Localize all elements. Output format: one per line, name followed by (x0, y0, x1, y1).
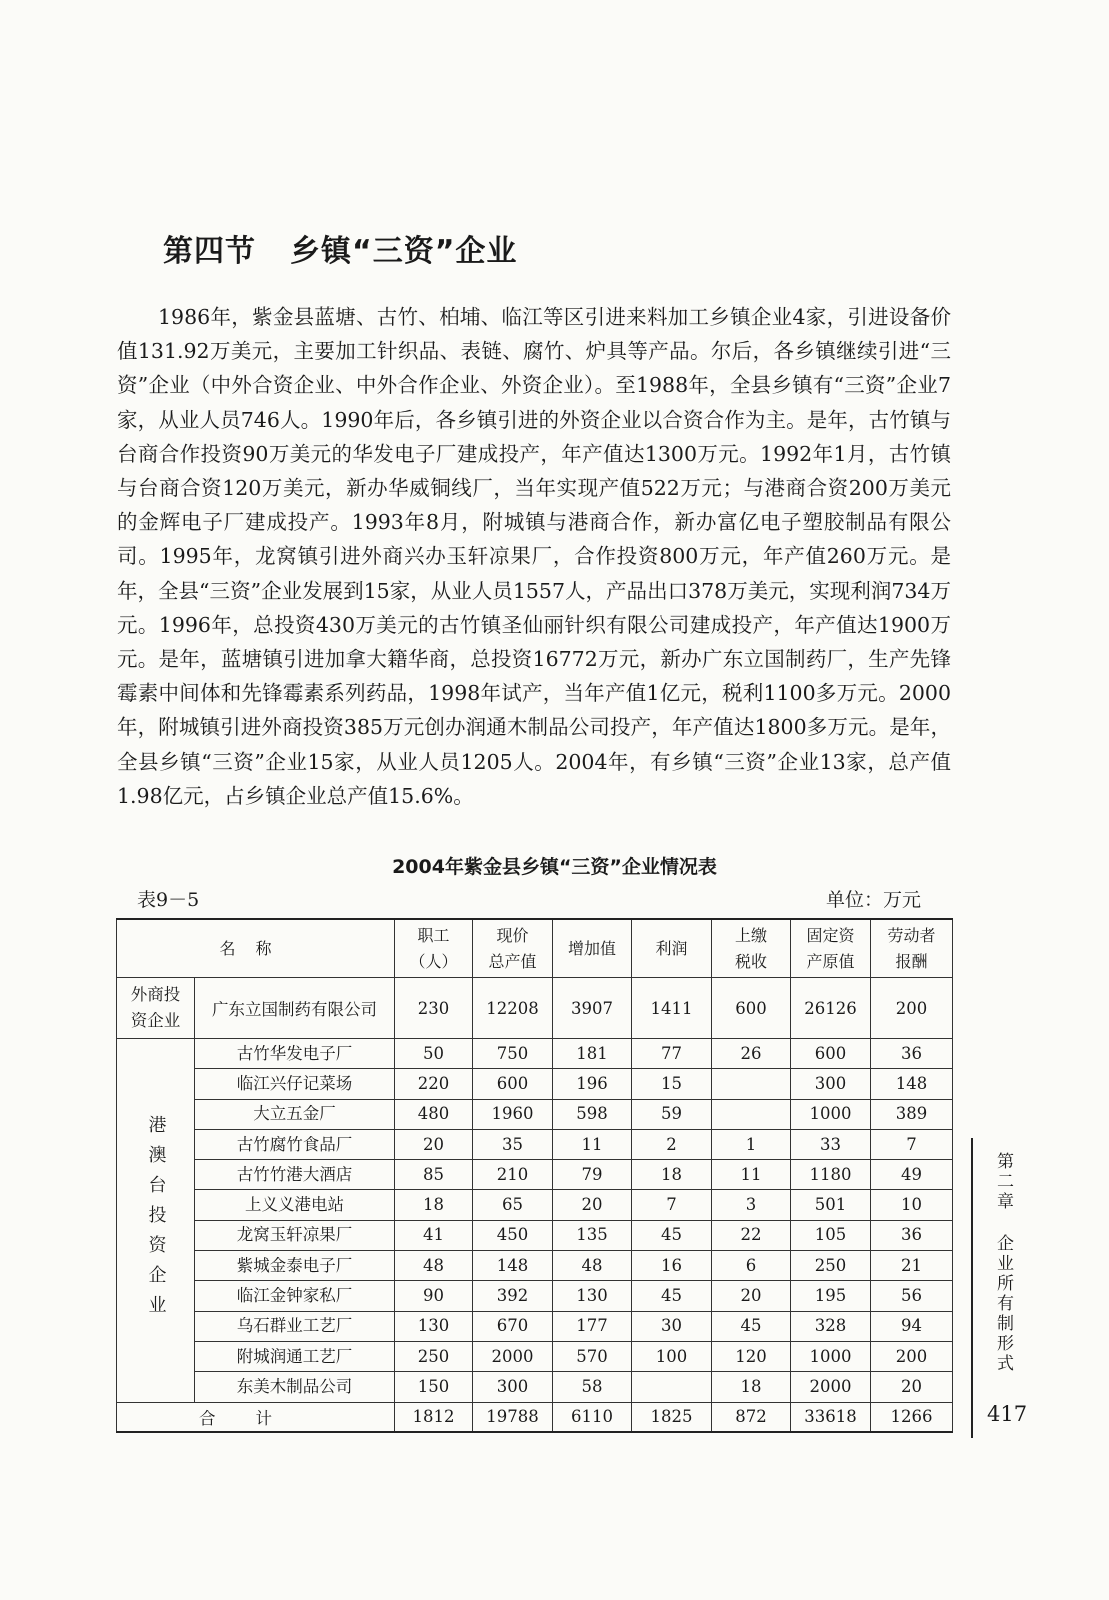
table-cell: 49 (871, 1160, 953, 1190)
table-cell: 20 (871, 1372, 953, 1402)
table-cell: 11 (712, 1160, 791, 1190)
table-row (117, 1129, 953, 1159)
table-cell: 30 (632, 1311, 712, 1341)
table-cell: 872 (712, 1402, 791, 1432)
table-cell: 50 (395, 1039, 473, 1069)
table-cell: 古竹腐竹食品厂 (195, 1129, 395, 1159)
table-header-row (117, 919, 953, 978)
table-row (117, 1281, 953, 1311)
table-cell: 130 (553, 1281, 632, 1311)
table-cell: 45 (632, 1281, 712, 1311)
table-cell: 59 (632, 1099, 712, 1129)
table-cell: 15 (632, 1069, 712, 1099)
table-cell: 1 (712, 1129, 791, 1159)
table-cell: 94 (871, 1311, 953, 1341)
table-row (117, 1099, 953, 1129)
table-cell: 12208 (473, 978, 553, 1039)
table-row (117, 978, 953, 1039)
table-cell: 90 (395, 1281, 473, 1311)
table-cell: 196 (553, 1069, 632, 1099)
table-cell: 1180 (791, 1160, 871, 1190)
table-cell: 230 (395, 978, 473, 1039)
table-cell: 77 (632, 1039, 712, 1069)
table-cell: 20 (712, 1281, 791, 1311)
chapter-number: 第二章 (993, 1152, 1013, 1212)
table-cell: 1266 (871, 1402, 953, 1432)
table-row (117, 1160, 953, 1190)
table-cell: 上义义港电站 (195, 1190, 395, 1220)
table-cell: 100 (632, 1341, 712, 1371)
enterprise-table (116, 918, 953, 1433)
table-cell: 58 (553, 1372, 632, 1402)
table-cell: 35 (473, 1129, 553, 1159)
table-cell: 600 (473, 1069, 553, 1099)
header-name: 名称 (117, 919, 395, 978)
section-title: 乡镇“三资”企业 (290, 234, 518, 269)
table-label: 表9－5 (137, 889, 200, 911)
table-cell: 古竹华发电子厂 (195, 1039, 395, 1069)
table-cell: 85 (395, 1160, 473, 1190)
table-cell: 250 (395, 1341, 473, 1371)
header-workers: 职工 （人） (395, 919, 473, 978)
header-value-added: 增加值 (553, 919, 632, 978)
table-cell: 1000 (791, 1341, 871, 1371)
table-cell: 48 (553, 1251, 632, 1281)
chapter-marker (990, 1152, 1016, 1374)
table-cell: 19788 (473, 1402, 553, 1432)
table-cell: 200 (871, 1341, 953, 1371)
table-cell: 45 (712, 1311, 791, 1341)
table-cell: 389 (871, 1099, 953, 1129)
table-cell: 105 (791, 1220, 871, 1250)
table-cell (632, 1372, 712, 1402)
table-cell: 广东立国制药有限公司 (195, 978, 395, 1039)
table-cell: 36 (871, 1039, 953, 1069)
table-row (117, 1341, 953, 1371)
table-cell: 210 (473, 1160, 553, 1190)
table-cell: 195 (791, 1281, 871, 1311)
table-cell: 300 (791, 1069, 871, 1099)
table-cell: 79 (553, 1160, 632, 1190)
table-cell: 临江兴仔记菜场 (195, 1069, 395, 1099)
header-labor-pay: 劳动者 报酬 (871, 919, 953, 978)
total-label: 合计 (117, 1402, 395, 1432)
table-cell: 392 (473, 1281, 553, 1311)
table-cell: 600 (791, 1039, 871, 1069)
table-row (117, 1039, 953, 1069)
table-cell: 东美木制品公司 (195, 1372, 395, 1402)
table-cell: 200 (871, 978, 953, 1039)
table-total-row (117, 1402, 953, 1432)
table-cell: 10 (871, 1190, 953, 1220)
group-foreign: 外商投 资企业 (117, 978, 195, 1039)
table-cell: 148 (871, 1069, 953, 1099)
table-cell: 1960 (473, 1099, 553, 1129)
body-paragraph: 1986年，紫金县蓝塘、古竹、柏埔、临江等区引进来料加工乡镇企业4家，引进设备价值131.92万美元，主要加工针织品、表链、腐竹、炉具等产品。尔后，各乡镇继续引进“三资”企业（中外合资企业、中外合作企业、外资企业）。至1988年，全县乡镇有“三资”企业7家，从业人员746人。1990年后，各乡镇引进的外资企业以合资合作为主。是年，古竹镇与台商合作投资90万美元的华发电子厂建成投产，年产值达1300万元。1992年1月，古竹镇与台商合资120万美元，新办华威铜线厂，当年实现产值522万元；与港商合资200万美元的金辉电子厂建成投产。1993年8月，附城镇与港商合作，新办富亿电子塑胶制品有限公司。1995年，龙窝镇引进外商兴办玉轩凉果厂，合作投资800万元，年产值260万元。是年，全县“三资”企业发展到15家，从业人员1557人，产品出口378万美元，实现利润734万元。1996年，总投资430万美元的古竹镇圣仙丽针织有限公司建成投产，年产值达1900万元。是年，蓝塘镇引进加拿大籍华商，总投资16772万元，新办广东立国制药厂，生产先锋霉素中间体和先锋霉素系列药品，1998年试产，当年产值1亿元，税利1100多万元。2000年，附城镇引进外商投资385万元创办润通木制品公司投产，年产值达1800多万元。是年，全县乡镇“三资”企业15家，从业人员1205人。2004年，有乡镇“三资”企业13家，总产值1.98亿元，占乡镇企业总产值15.6%。 (117, 305, 951, 808)
table-cell: 乌石群业工艺厂 (195, 1311, 395, 1341)
table-cell: 570 (553, 1341, 632, 1371)
table-cell: 501 (791, 1190, 871, 1220)
table-cell: 临江金钟家私厂 (195, 1281, 395, 1311)
table-cell: 附城润通工艺厂 (195, 1341, 395, 1371)
table-cell: 36 (871, 1220, 953, 1250)
table-row (117, 1251, 953, 1281)
table-cell: 16 (632, 1251, 712, 1281)
table-cell: 2000 (791, 1372, 871, 1402)
table-cell: 45 (632, 1220, 712, 1250)
table-cell: 1000 (791, 1099, 871, 1129)
table-cell: 21 (871, 1251, 953, 1281)
header-tax: 上缴 税收 (712, 919, 791, 978)
table-cell: 22 (712, 1220, 791, 1250)
table-cell: 6110 (553, 1402, 632, 1432)
table-cell: 2 (632, 1129, 712, 1159)
group-hmt: 港澳台投资企业 (117, 1039, 195, 1403)
table-cell: 20 (395, 1129, 473, 1159)
table-cell: 600 (712, 978, 791, 1039)
table-cell: 150 (395, 1372, 473, 1402)
table-cell: 7 (871, 1129, 953, 1159)
table-cell: 56 (871, 1281, 953, 1311)
table-cell: 11 (553, 1129, 632, 1159)
table-row (117, 1069, 953, 1099)
table-row (117, 1220, 953, 1250)
table-cell: 65 (473, 1190, 553, 1220)
header-fixed-assets: 固定资 产原值 (791, 919, 871, 978)
table-cell: 250 (791, 1251, 871, 1281)
table-cell: 48 (395, 1251, 473, 1281)
table-title: 2004年紫金县乡镇“三资”企业情况表 (392, 856, 717, 878)
table-cell: 120 (712, 1341, 791, 1371)
section-number: 第四节 (163, 234, 256, 269)
page-number: 417 (987, 1402, 1028, 1426)
table-cell: 1825 (632, 1402, 712, 1432)
table-unit: 单位：万元 (826, 889, 922, 911)
table-cell: 33 (791, 1129, 871, 1159)
chapter-title: 企业所有制形式 (993, 1234, 1013, 1374)
table-row (117, 1190, 953, 1220)
table-cell: 177 (553, 1311, 632, 1341)
table-cell: 7 (632, 1190, 712, 1220)
table-cell: 18 (395, 1190, 473, 1220)
table-cell: 大立五金厂 (195, 1099, 395, 1129)
section-heading (163, 226, 517, 270)
table-cell: 148 (473, 1251, 553, 1281)
table-cell: 750 (473, 1039, 553, 1069)
table-cell: 18 (632, 1160, 712, 1190)
table-cell (712, 1099, 791, 1129)
table-cell: 26 (712, 1039, 791, 1069)
table-cell: 300 (473, 1372, 553, 1402)
table-cell (712, 1069, 791, 1099)
table-cell: 220 (395, 1069, 473, 1099)
table-cell: 480 (395, 1099, 473, 1129)
table-cell: 3 (712, 1190, 791, 1220)
table-cell: 18 (712, 1372, 791, 1402)
table-cell: 328 (791, 1311, 871, 1341)
table-cell: 2000 (473, 1341, 553, 1371)
table-cell: 181 (553, 1039, 632, 1069)
table-cell: 26126 (791, 978, 871, 1039)
table-row (117, 1372, 953, 1402)
header-profit: 利润 (632, 919, 712, 978)
table-cell: 3907 (553, 978, 632, 1039)
table-cell: 紫城金泰电子厂 (195, 1251, 395, 1281)
table-cell: 130 (395, 1311, 473, 1341)
table-cell: 6 (712, 1251, 791, 1281)
table-row (117, 1311, 953, 1341)
table-cell: 598 (553, 1099, 632, 1129)
table-cell: 1812 (395, 1402, 473, 1432)
table-cell: 1411 (632, 978, 712, 1039)
table-cell: 古竹竹港大酒店 (195, 1160, 395, 1190)
table-cell: 龙窝玉轩凉果厂 (195, 1220, 395, 1250)
table-cell: 41 (395, 1220, 473, 1250)
header-output: 现价 总产值 (473, 919, 553, 978)
chapter-divider (971, 1138, 973, 1438)
table-cell: 135 (553, 1220, 632, 1250)
table-cell: 20 (553, 1190, 632, 1220)
table-cell: 450 (473, 1220, 553, 1250)
table-cell: 670 (473, 1311, 553, 1341)
table-cell: 33618 (791, 1402, 871, 1432)
